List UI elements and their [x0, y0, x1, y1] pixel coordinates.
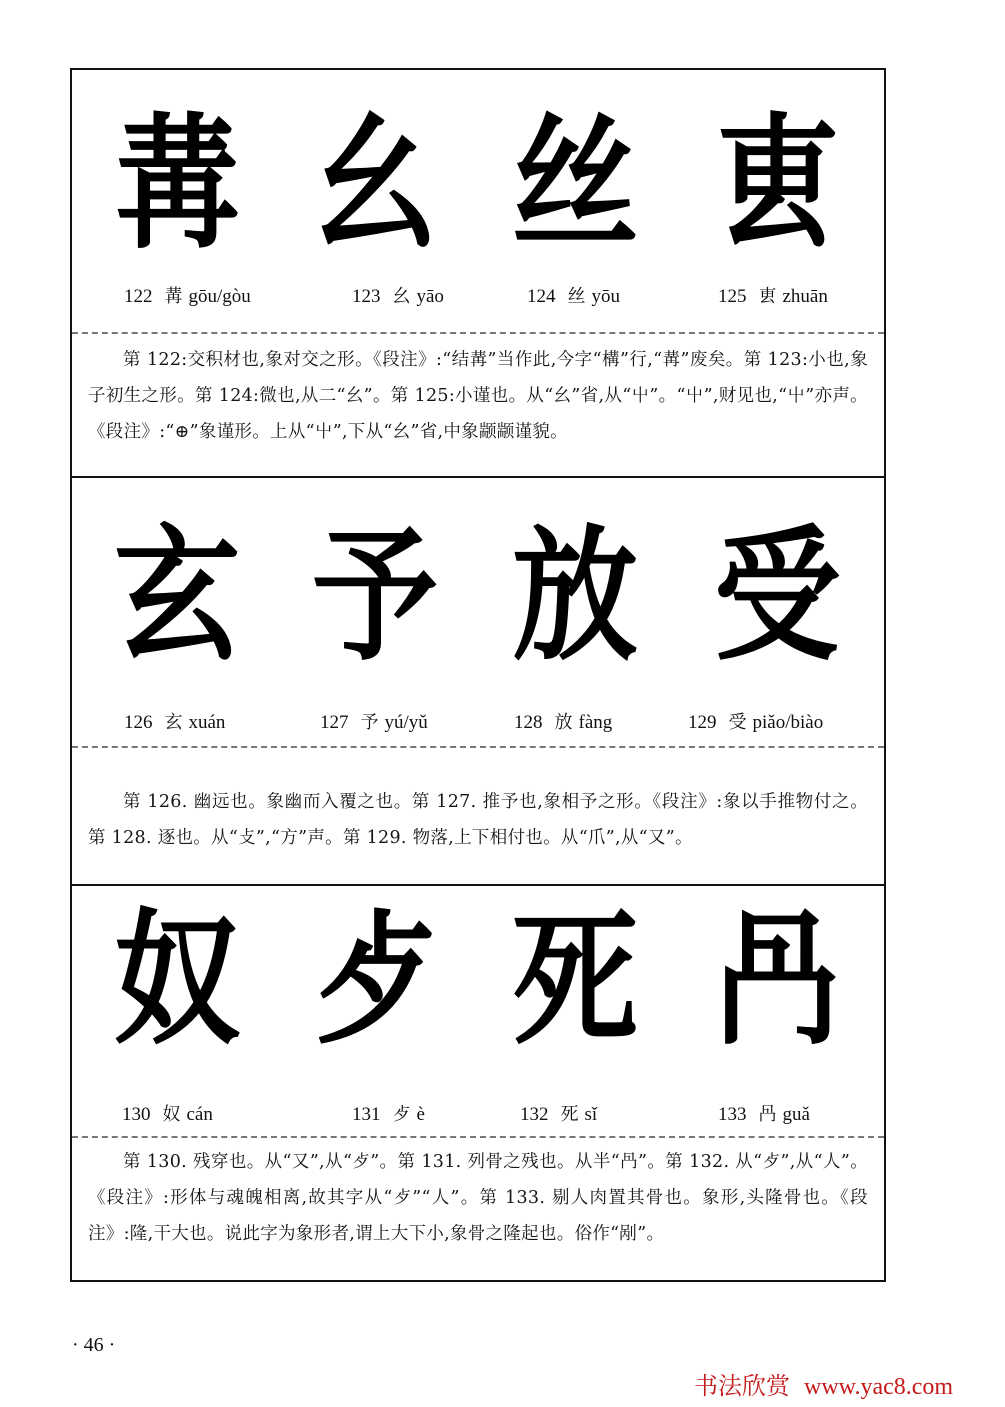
glyph-caption: [718, 1100, 810, 1126]
glyph-description: 第 130. 残穿也。从“又”,从“歺”。第 131. 列骨之残也。从半“冎”。第 132. 从“歺”,从“人”。《段注》:形体与魂魄相离,故其字从“歺”“人”。第 133. 剔人肉置其骨也。象形,头隆骨也。《段注》:隆,干大也。说此字为象形者,谓上大下小,象骨之隆起也。俗作“剐”。: [88, 1152, 868, 1244]
glyph-char: 冎: [758, 1104, 777, 1125]
glyph-number: 133: [718, 1104, 747, 1125]
watermark-site: www.yac8.com: [804, 1374, 954, 1400]
glyph-panel-2: [70, 478, 886, 886]
glyph-char: 玄: [164, 712, 183, 733]
watermark: [694, 1366, 953, 1401]
seal-glyph: 歺: [312, 894, 438, 1065]
glyph-pinyin: yōu: [591, 286, 620, 307]
seal-glyph: 冎: [714, 894, 840, 1065]
glyph-row: [72, 894, 884, 1076]
seal-glyph: 幺: [312, 98, 438, 269]
seal-glyph: 叀: [714, 98, 840, 269]
glyph-pinyin: guǎ: [782, 1104, 810, 1125]
glyph-char: 幺: [392, 286, 411, 307]
glyph-caption: [527, 282, 620, 308]
glyph-char: 丝: [567, 286, 586, 307]
watermark-text: 书法欣赏: [694, 1372, 790, 1400]
seal-glyph: 死: [512, 894, 638, 1065]
glyph-caption: [718, 282, 828, 308]
seal-glyph: 玄: [114, 510, 240, 681]
glyph-char: 歺: [392, 1104, 411, 1125]
seal-glyph: 放: [512, 510, 638, 681]
glyph-pinyin: cán: [186, 1104, 213, 1125]
glyph-char: 奴: [162, 1104, 181, 1125]
glyph-pinyin: sǐ: [584, 1104, 598, 1125]
seal-glyph: 予: [312, 510, 438, 681]
caption-row: [72, 1100, 884, 1130]
glyph-number: 129: [688, 712, 717, 733]
glyph-number: 123: [352, 286, 381, 307]
caption-row: [72, 282, 884, 312]
dashed-divider: [72, 332, 884, 334]
glyph-number: 131: [352, 1104, 381, 1125]
glyph-char: 受: [728, 712, 747, 733]
glyph-char: 放: [554, 712, 573, 733]
glyph-caption: [124, 708, 225, 734]
glyph-pinyin: xuán: [188, 712, 226, 733]
glyph-caption: [520, 1100, 597, 1126]
caption-row: [72, 708, 884, 738]
glyph-char: 死: [560, 1104, 579, 1125]
glyph-pinyin: gōu/gòu: [188, 286, 251, 307]
seal-glyph: 冓: [114, 98, 240, 269]
glyph-number: 130: [122, 1104, 151, 1125]
glyph-caption: [688, 708, 823, 734]
glyph-number: 125: [718, 286, 747, 307]
glyph-panel-1: [70, 68, 886, 478]
seal-glyph: 受: [714, 510, 840, 681]
glyph-number: 132: [520, 1104, 549, 1125]
glyph-char: 予: [360, 712, 379, 733]
seal-glyph: 丝: [512, 98, 638, 269]
glyph-char: 叀: [758, 286, 777, 307]
glyph-char: 冓: [164, 286, 183, 307]
glyph-number: 127: [320, 712, 349, 733]
dashed-divider: [72, 1136, 884, 1138]
glyph-caption: [352, 1100, 425, 1126]
seal-glyph: 奴: [114, 894, 240, 1065]
glyph-pinyin: yāo: [416, 286, 444, 307]
glyph-description: 第 122:交积材也,象对交之形。《段注》:“结冓”当作此,今字“構”行,“冓”废矣。第 123:小也,象子初生之形。第 124:微也,从二“幺”。第 125:小谨也。从“幺”省,从“屮”。“屮”,财见也,“屮”亦声。《段注》:“⊕”象谨形。上从“屮”,下从“幺”省,中象颛颛谨貌。: [88, 350, 868, 442]
glyph-caption: [124, 282, 251, 308]
glyph-pinyin: yú/yǔ: [384, 712, 428, 733]
glyph-number: 126: [124, 712, 153, 733]
glyph-pinyin: è: [416, 1104, 425, 1125]
glyph-pinyin: piǎo/biào: [752, 712, 824, 733]
glyph-pinyin: fàng: [578, 712, 613, 733]
glyph-caption: [352, 282, 444, 308]
glyph-number: 122: [124, 286, 153, 307]
glyph-number: 128: [514, 712, 543, 733]
page-number: · 46 ·: [72, 1334, 116, 1356]
glyph-description: 第 126. 幽远也。象幽而入覆之也。第 127. 推予也,象相予之形。《段注》:象以手推物付之。第 128. 逐也。从“攴”,“方”声。第 129. 物落,上下相付也。从“爪”,从“又”。: [88, 792, 868, 848]
dashed-divider: [72, 746, 884, 748]
glyph-caption: [122, 1100, 213, 1126]
glyph-row: [72, 510, 884, 692]
glyph-caption: [320, 708, 428, 734]
glyph-caption: [514, 708, 612, 734]
glyph-row: [72, 98, 884, 280]
glyph-pinyin: zhuān: [782, 286, 828, 307]
glyph-panel-3: [70, 886, 886, 1282]
glyph-number: 124: [527, 286, 556, 307]
